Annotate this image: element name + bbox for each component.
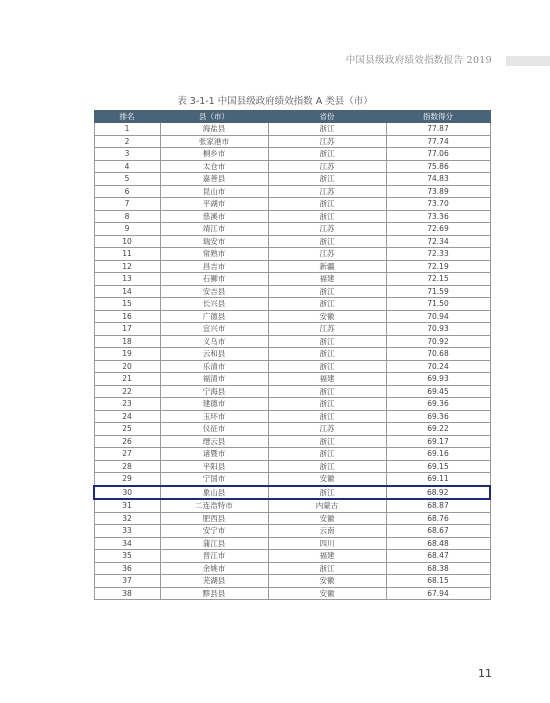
table-row (94, 123, 490, 136)
province-cell: 浙江 (268, 198, 386, 211)
table-row (94, 235, 490, 248)
score-cell: 69.17 (386, 435, 490, 448)
table-row (94, 373, 490, 386)
score-cell: 68.48 (386, 537, 490, 550)
county-cell: 芜湖县 (160, 575, 268, 588)
county-cell: 昌吉市 (160, 260, 268, 273)
rank-cell: 36 (94, 562, 160, 575)
rank-cell: 12 (94, 260, 160, 273)
column-header-rank: 排名 (94, 111, 160, 123)
score-cell: 77.06 (386, 148, 490, 161)
table-row (94, 173, 490, 186)
province-cell: 内蒙古 (268, 499, 386, 512)
rank-cell: 4 (94, 160, 160, 173)
province-cell: 福建 (268, 273, 386, 286)
province-cell: 福建 (268, 373, 386, 386)
province-cell: 浙江 (268, 335, 386, 348)
column-header-score: 指数得分 (386, 111, 490, 123)
score-cell: 68.67 (386, 525, 490, 538)
county-cell: 张家港市 (160, 135, 268, 148)
score-cell: 73.70 (386, 198, 490, 211)
table-row (94, 460, 490, 473)
rank-cell: 7 (94, 198, 160, 211)
table-row (94, 160, 490, 173)
column-header-county: 县（市） (160, 111, 268, 123)
rank-cell: 38 (94, 587, 160, 600)
province-cell: 浙江 (268, 486, 386, 500)
county-cell: 广德县 (160, 310, 268, 323)
county-cell: 慈溪市 (160, 210, 268, 223)
score-cell: 75.86 (386, 160, 490, 173)
rank-cell: 11 (94, 248, 160, 261)
province-cell: 江苏 (268, 423, 386, 436)
table-row (94, 210, 490, 223)
score-cell: 68.38 (386, 562, 490, 575)
province-cell: 浙江 (268, 285, 386, 298)
province-cell: 浙江 (268, 298, 386, 311)
score-cell: 70.93 (386, 323, 490, 336)
province-cell: 江苏 (268, 323, 386, 336)
rank-cell: 23 (94, 398, 160, 411)
province-cell: 安徽 (268, 587, 386, 600)
header-decoration (506, 56, 550, 66)
province-cell: 江苏 (268, 135, 386, 148)
rank-cell: 10 (94, 235, 160, 248)
rank-cell: 18 (94, 335, 160, 348)
province-cell: 四川 (268, 537, 386, 550)
score-cell: 68.92 (386, 486, 490, 500)
score-cell: 72.15 (386, 273, 490, 286)
table-row (94, 323, 490, 336)
rank-cell: 32 (94, 512, 160, 525)
table-row (94, 335, 490, 348)
score-cell: 72.34 (386, 235, 490, 248)
table-caption: 表 3-1-1 中国县级政府绩效指数 A 类县（市） (177, 96, 373, 107)
table-row (94, 398, 490, 411)
county-cell: 宁国市 (160, 473, 268, 486)
score-cell: 70.92 (386, 335, 490, 348)
rank-cell: 31 (94, 499, 160, 512)
score-cell: 71.50 (386, 298, 490, 311)
rank-cell: 33 (94, 525, 160, 538)
score-cell: 71.59 (386, 285, 490, 298)
province-cell: 浙江 (268, 562, 386, 575)
province-cell: 浙江 (268, 210, 386, 223)
province-cell: 浙江 (268, 235, 386, 248)
rank-cell: 6 (94, 185, 160, 198)
table-row (94, 135, 490, 148)
county-cell: 海盐县 (160, 123, 268, 136)
county-cell: 诸暨市 (160, 448, 268, 461)
rank-cell: 22 (94, 385, 160, 398)
column-header-province: 省份 (268, 111, 386, 123)
table-row (94, 410, 490, 423)
rank-cell: 35 (94, 550, 160, 563)
rank-cell: 1 (94, 123, 160, 136)
province-cell: 浙江 (268, 460, 386, 473)
county-cell: 肥西县 (160, 512, 268, 525)
rank-cell: 28 (94, 460, 160, 473)
table-row (94, 525, 490, 538)
county-cell: 嘉善县 (160, 173, 268, 186)
county-cell: 常熟市 (160, 248, 268, 261)
rank-cell: 27 (94, 448, 160, 461)
county-cell: 桐乡市 (160, 148, 268, 161)
table-row (94, 185, 490, 198)
rank-cell: 14 (94, 285, 160, 298)
score-cell: 69.16 (386, 448, 490, 461)
table-row (94, 448, 490, 461)
table-row (94, 385, 490, 398)
table-body (94, 123, 490, 600)
rank-cell: 9 (94, 223, 160, 236)
county-cell: 建德市 (160, 398, 268, 411)
province-cell: 江苏 (268, 248, 386, 261)
score-cell: 70.68 (386, 348, 490, 361)
county-cell: 石狮市 (160, 273, 268, 286)
rank-cell: 2 (94, 135, 160, 148)
province-cell: 浙江 (268, 123, 386, 136)
rank-cell: 3 (94, 148, 160, 161)
score-cell: 77.87 (386, 123, 490, 136)
county-cell: 二连浩特市 (160, 499, 268, 512)
county-cell: 云和县 (160, 348, 268, 361)
province-cell: 浙江 (268, 173, 386, 186)
county-cell: 瑞安市 (160, 235, 268, 248)
table-row (94, 148, 490, 161)
rank-cell: 16 (94, 310, 160, 323)
table-row (94, 537, 490, 550)
rank-cell: 19 (94, 348, 160, 361)
county-cell: 太仓市 (160, 160, 268, 173)
table-row (94, 298, 490, 311)
county-cell: 乐清市 (160, 360, 268, 373)
score-cell: 72.69 (386, 223, 490, 236)
table-row (94, 473, 490, 486)
province-cell: 新疆 (268, 260, 386, 273)
county-cell: 平湖市 (160, 198, 268, 211)
score-cell: 69.36 (386, 398, 490, 411)
table-header-row (94, 111, 490, 123)
province-cell: 浙江 (268, 398, 386, 411)
score-cell: 73.36 (386, 210, 490, 223)
score-cell: 77.74 (386, 135, 490, 148)
rank-cell: 24 (94, 410, 160, 423)
rank-cell: 15 (94, 298, 160, 311)
table-row (94, 550, 490, 563)
county-cell: 安宁市 (160, 525, 268, 538)
table-row (94, 562, 490, 575)
score-cell: 69.93 (386, 373, 490, 386)
county-cell: 靖江市 (160, 223, 268, 236)
rank-cell: 17 (94, 323, 160, 336)
page-number: 11 (478, 667, 492, 680)
province-cell: 安徽 (268, 310, 386, 323)
table-row (94, 348, 490, 361)
score-cell: 69.22 (386, 423, 490, 436)
score-cell: 72.19 (386, 260, 490, 273)
province-cell: 浙江 (268, 148, 386, 161)
table-row (94, 248, 490, 261)
rank-cell: 20 (94, 360, 160, 373)
page-header (0, 50, 550, 70)
ranking-table (93, 110, 491, 600)
table-row-highlighted (94, 486, 490, 500)
score-cell: 67.94 (386, 587, 490, 600)
rank-cell: 13 (94, 273, 160, 286)
county-cell: 仪征市 (160, 423, 268, 436)
county-cell: 福清市 (160, 373, 268, 386)
table-row (94, 223, 490, 236)
province-cell: 江苏 (268, 223, 386, 236)
report-title: 中国县级政府绩效指数报告 2019 (345, 55, 492, 66)
score-cell: 69.11 (386, 473, 490, 486)
rank-cell: 29 (94, 473, 160, 486)
county-cell: 余姚市 (160, 562, 268, 575)
table-row (94, 435, 490, 448)
rank-cell: 5 (94, 173, 160, 186)
province-cell: 浙江 (268, 410, 386, 423)
province-cell: 安徽 (268, 575, 386, 588)
province-cell: 云南 (268, 525, 386, 538)
table-row (94, 423, 490, 436)
province-cell: 浙江 (268, 360, 386, 373)
province-cell: 安徽 (268, 512, 386, 525)
score-cell: 70.94 (386, 310, 490, 323)
province-cell: 江苏 (268, 160, 386, 173)
table-row (94, 499, 490, 512)
county-cell: 长兴县 (160, 298, 268, 311)
county-cell: 晋江市 (160, 550, 268, 563)
table-row (94, 512, 490, 525)
table-row (94, 587, 490, 600)
score-cell: 68.76 (386, 512, 490, 525)
county-cell: 宁海县 (160, 385, 268, 398)
table-row (94, 260, 490, 273)
table-row (94, 198, 490, 211)
score-cell: 69.45 (386, 385, 490, 398)
province-cell: 浙江 (268, 385, 386, 398)
score-cell: 72.33 (386, 248, 490, 261)
county-cell: 象山县 (160, 486, 268, 500)
table-row (94, 310, 490, 323)
province-cell: 福建 (268, 550, 386, 563)
province-cell: 江苏 (268, 185, 386, 198)
score-cell: 68.87 (386, 499, 490, 512)
score-cell: 70.24 (386, 360, 490, 373)
county-cell: 平阳县 (160, 460, 268, 473)
table-row (94, 360, 490, 373)
rank-cell: 21 (94, 373, 160, 386)
county-cell: 安吉县 (160, 285, 268, 298)
county-cell: 玉环市 (160, 410, 268, 423)
score-cell: 69.15 (386, 460, 490, 473)
county-cell: 缙云县 (160, 435, 268, 448)
county-cell: 昆山市 (160, 185, 268, 198)
province-cell: 浙江 (268, 448, 386, 461)
table-row (94, 273, 490, 286)
rank-cell: 8 (94, 210, 160, 223)
province-cell: 安徽 (268, 473, 386, 486)
rank-cell: 37 (94, 575, 160, 588)
score-cell: 74.83 (386, 173, 490, 186)
score-cell: 68.15 (386, 575, 490, 588)
rank-cell: 25 (94, 423, 160, 436)
province-cell: 浙江 (268, 435, 386, 448)
score-cell: 68.47 (386, 550, 490, 563)
table-row (94, 285, 490, 298)
score-cell: 73.89 (386, 185, 490, 198)
rank-cell: 34 (94, 537, 160, 550)
county-cell: 宜兴市 (160, 323, 268, 336)
table-row (94, 575, 490, 588)
county-cell: 黟县县 (160, 587, 268, 600)
county-cell: 蒲江县 (160, 537, 268, 550)
rank-cell: 26 (94, 435, 160, 448)
county-cell: 义乌市 (160, 335, 268, 348)
rank-cell: 30 (94, 486, 160, 500)
score-cell: 69.36 (386, 410, 490, 423)
province-cell: 浙江 (268, 348, 386, 361)
